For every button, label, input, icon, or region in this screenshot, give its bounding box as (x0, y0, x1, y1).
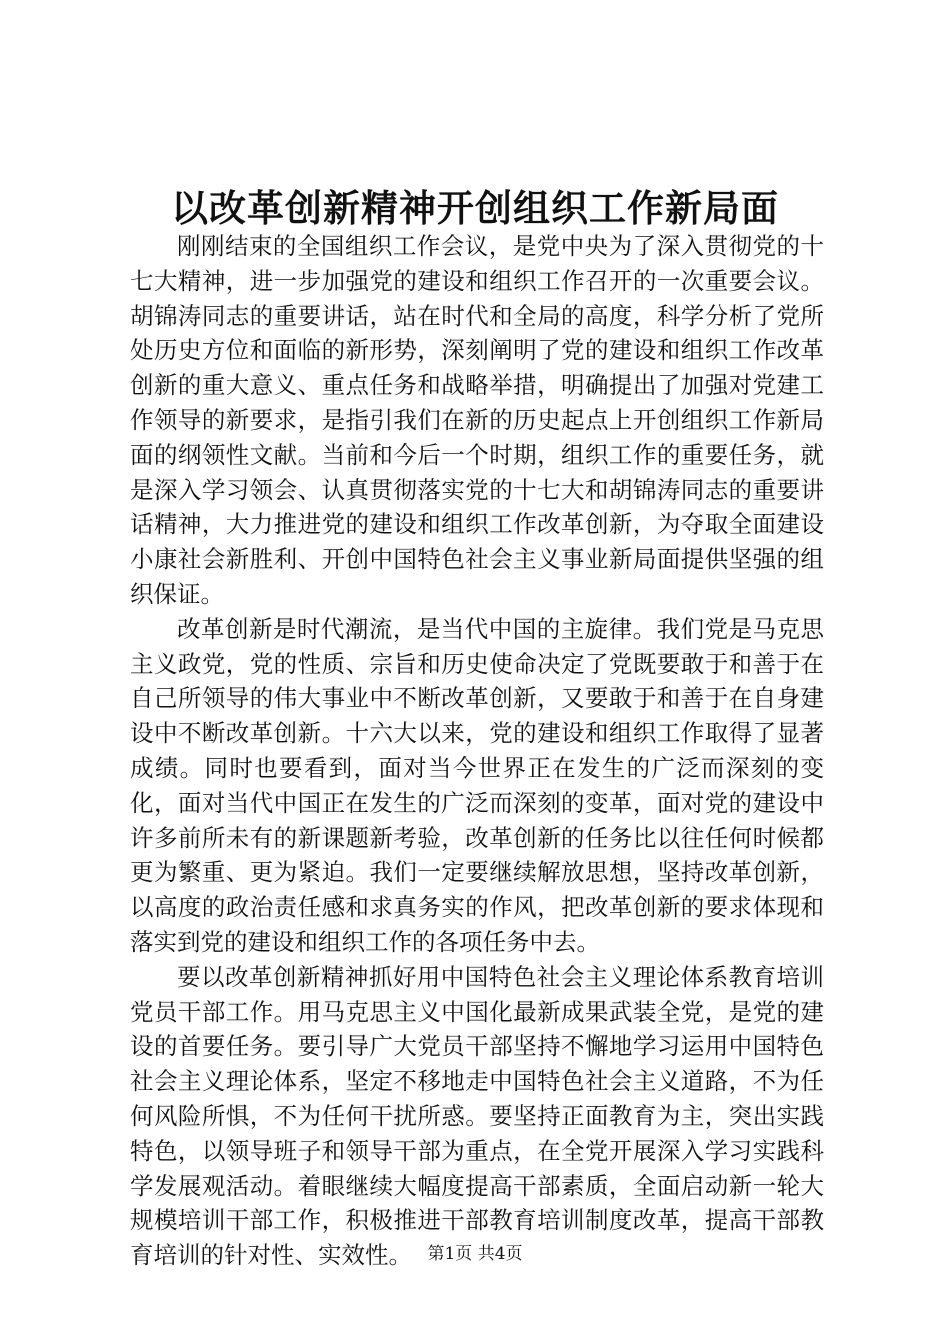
document-body (130, 229, 824, 1273)
page-number-footer: 第1页 共4页 (427, 1244, 523, 1264)
paragraph: 要以改革创新精神抓好用中国特色社会主义理论体系教育培训党员干部工作。用马克思主义中国化最新成果武装全党，是党的建设的首要任务。要引导广大党员干部坚持不懈地学习运用中国特色社会主义理论体系，坚定不移地走中国特色社会主义道路，不为任何风险所惧，不为任何干扰所惑。要坚持正面教育为主，突出实践特色，以领导班子和领导干部为重点，在全党开展深入学习实践科学发展观活动。着眼继续大幅度提高干部素质，全面启动新一轮大规模培训干部工作，积极推进干部教育培训制度改革，提高干部教育培训的针对性、实效性。 (130, 962, 824, 1270)
document-title: 以改革创新精神开创组织工作新局面 (171, 186, 779, 230)
paragraph: 改革创新是时代潮流，是当代中国的主旋律。我们党是马克思主义政党，党的性质、宗旨和历史使命决定了党既要敢于和善于在自己所领导的伟大事业中不断改革创新，又要敢于和善于在自身建设中不断改革创新。十六大以来，党的建设和组织工作取得了显著成绩。同时也要看到，面对当今世界正在发生的广泛而深刻的变化，面对当代中国正在发生的广泛而深刻的变革，面对党的建设中许多前所未有的新课题新考验，改革创新的任务比以往任何时候都更为繁重、更为紧迫。我们一定要继续解放思想，坚持改革创新，以高度的政治责任感和求真务实的作风，把改革创新的要求体现和落实到党的建设和组织工作的各项任务中去。 (130, 614, 824, 956)
paragraph: 刚刚结束的全国组织工作会议，是党中央为了深入贯彻党的十七大精神，进一步加强党的建设和组织工作召开的一次重要会议。胡锦涛同志的重要讲话，站在时代和全局的高度，科学分析了党所处历史方位和面临的新形势，深刻阐明了党的建设和组织工作改革创新的重大意义、重点任务和战略举措，明确提出了加强对党建工作领导的新要求，是指引我们在新的历史起点上开创组织工作新局面的纲领性文献。当前和今后一个时期，组织工作的重要任务，就是深入学习领会、认真贯彻落实党的十七大和胡锦涛同志的重要讲话精神，大力推进党的建设和组织工作改革创新，为夺取全面建设小康社会新胜利、开创中国特色社会主义事业新局面提供坚强的组织保证。 (130, 232, 824, 608)
